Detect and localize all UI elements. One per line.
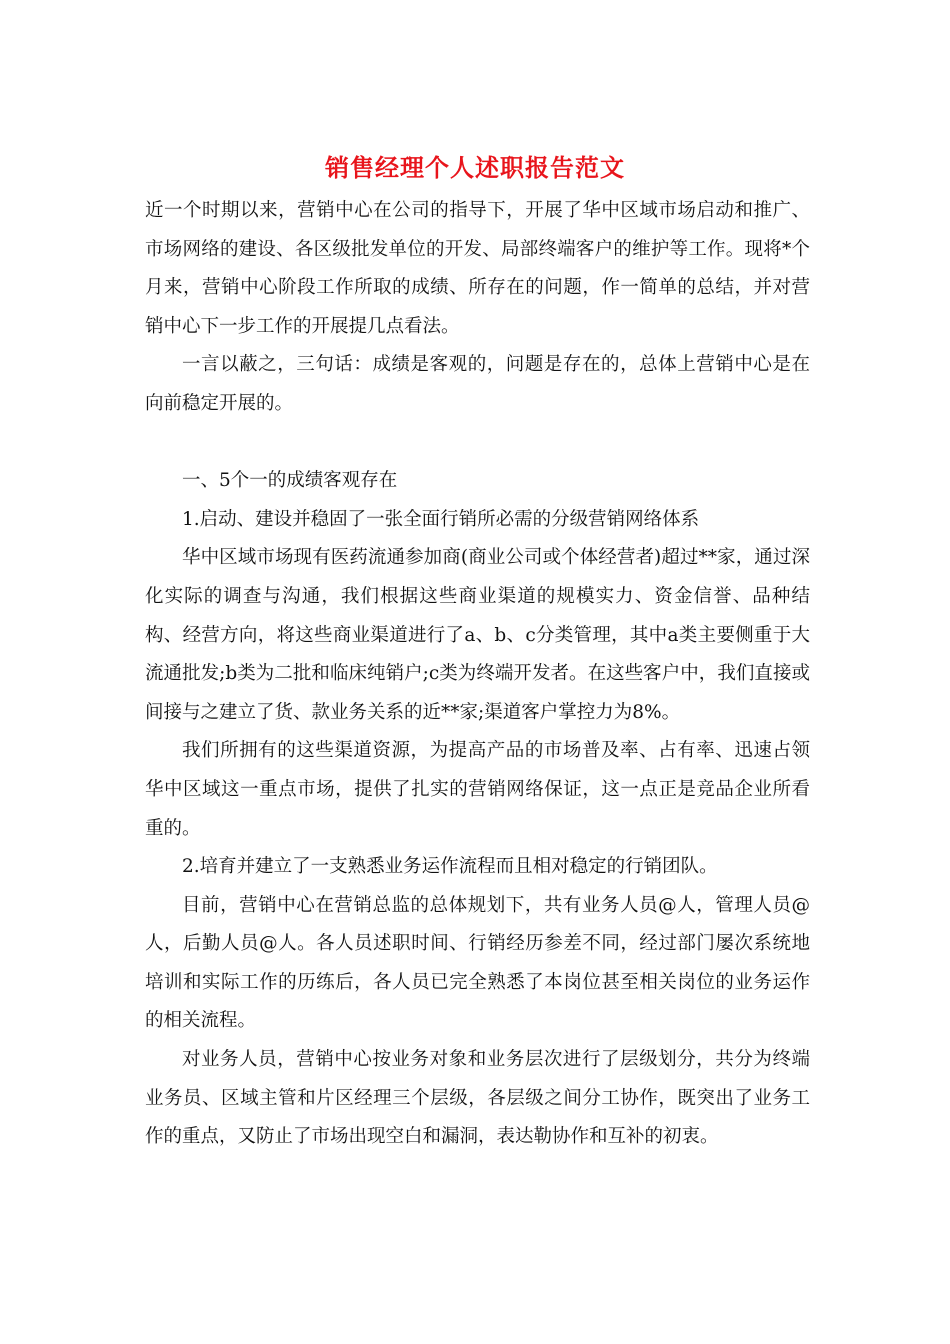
document-title: 销售经理个人述职报告范文 xyxy=(325,153,625,182)
paragraph-levels: 对业务人员，营销中心按业务对象和业务层次进行了层级划分，共分为终端业务员、区域主管和片区经理三个层级，各层级之间分工协作，既突出了业务工作的重点，又防止了市场出现空白和漏洞，表达勒协作和互补的初衷。 xyxy=(145,1049,810,1148)
paragraph-intro: 近一个时期以来，营销中心在公司的指导下，开展了华中区域市场启动和推广、市场网络的建设、各区级批发单位的开发、局部终端客户的维护等工作。现将*个月来，营销中心阶段工作所取的成绩、所存在的问题，作一简单的总结，并对营销中心下一步工作的开展提几点看法。 xyxy=(145,200,810,337)
blank-line xyxy=(145,424,810,463)
subheading-1: 1.启动、建设并稳固了一张全面行销所必需的分级营销网络体系 xyxy=(182,508,700,530)
paragraph-resources: 我们所拥有的这些渠道资源，为提高产品的市场普及率、占有率、迅速占领华中区域这一重点市场，提供了扎实的营销网络保证，这一点正是竞品企业所看重的。 xyxy=(145,740,810,839)
section-heading-1: 一、5个一的成绩客观存在 xyxy=(182,470,398,492)
subheading-2: 2.培育并建立了一支熟悉业务运作流程而且相对稳定的行销团队。 xyxy=(182,856,718,878)
paragraph-network: 华中区域市场现有医药流通参加商(商业公司或个体经营者)超过**家，通过深化实际的调查与沟通，我们根据这些商业渠道的规模实力、资金信誉、品种结构、经营方向，将这些商业渠道进行了a、b、c分类管理，其中a类主要侧重于大流通批发;b类为二批和临床纯销户;c类为终端开发者。在这些客户中，我们直接或间接与之建立了货、款业务关系的近**家;渠道客户掌控力为8%。 xyxy=(145,547,810,723)
paragraph-summary: 一言以蔽之，三句话：成绩是客观的，问题是存在的，总体上营销中心是在向前稳定开展的。 xyxy=(145,354,810,414)
paragraph-team: 目前，营销中心在营销总监的总体规划下，共有业务人员@人，管理人员@人，后勤人员@人。各人员述职时间、行销经历参差不同，经过部门屡次系统地培训和实际工作的历练后，各人员已完全熟悉了本岗位甚至相关岗位的业务运作的相关流程。 xyxy=(145,894,810,1032)
document-body xyxy=(145,192,810,1157)
